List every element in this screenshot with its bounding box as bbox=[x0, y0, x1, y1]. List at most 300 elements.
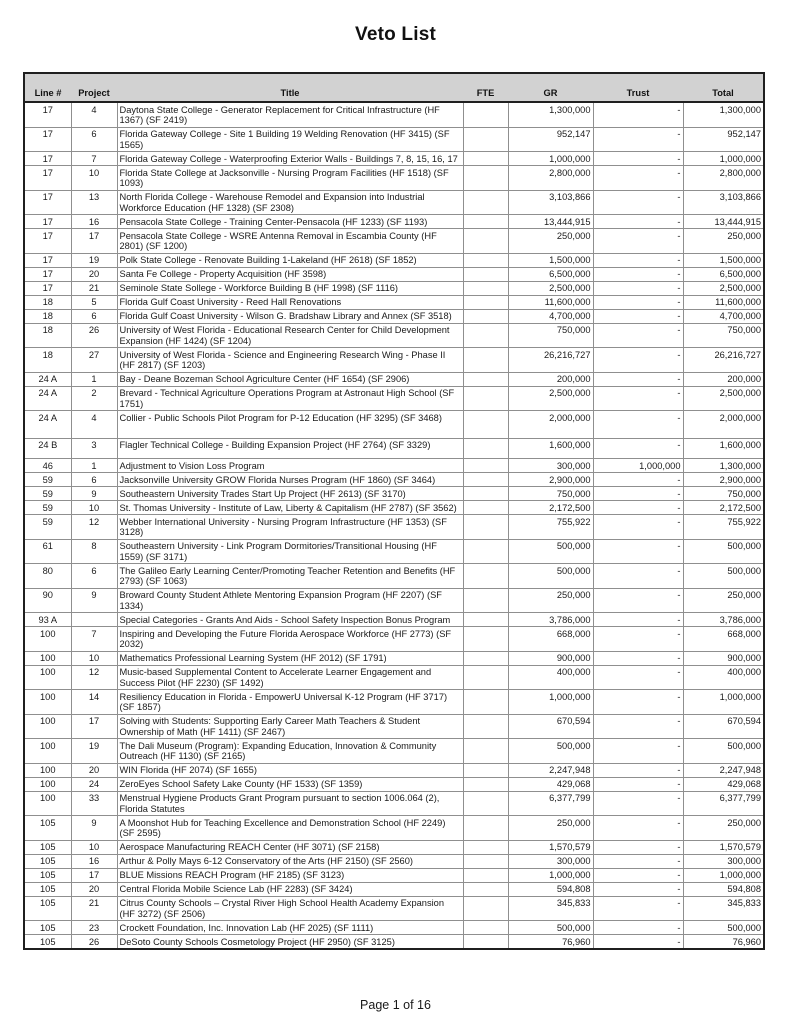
cell-fte bbox=[463, 190, 508, 215]
cell-line: 100 bbox=[24, 791, 71, 816]
cell-gr: 2,800,000 bbox=[508, 166, 593, 191]
cell-title: Florida Gateway College - Site 1 Building 19 Welding Renovation (HF 3415) (SF 1565) bbox=[117, 127, 463, 152]
cell-project: 8 bbox=[71, 539, 117, 564]
cell-title: Bay - Deane Bozeman School Agriculture Center (HF 1654) (SF 2906) bbox=[117, 372, 463, 386]
cell-project: 7 bbox=[71, 152, 117, 166]
cell-total: 668,000 bbox=[683, 627, 764, 652]
cell-total: 26,216,727 bbox=[683, 348, 764, 373]
cell-fte bbox=[463, 665, 508, 690]
table-row bbox=[24, 229, 764, 254]
cell-trust: - bbox=[593, 127, 683, 152]
cell-fte bbox=[463, 215, 508, 229]
cell-gr: 250,000 bbox=[508, 816, 593, 841]
table-row bbox=[24, 215, 764, 229]
cell-trust: - bbox=[593, 215, 683, 229]
cell-line: 24 B bbox=[24, 438, 71, 459]
cell-total: 2,800,000 bbox=[683, 166, 764, 191]
cell-fte bbox=[463, 564, 508, 589]
cell-line: 59 bbox=[24, 487, 71, 501]
table-row bbox=[24, 323, 764, 348]
cell-project: 6 bbox=[71, 127, 117, 152]
cell-trust: - bbox=[593, 840, 683, 854]
cell-gr: 952,147 bbox=[508, 127, 593, 152]
cell-line: 24 A bbox=[24, 411, 71, 439]
table-row bbox=[24, 791, 764, 816]
cell-trust: - bbox=[593, 777, 683, 791]
cell-title: Inspiring and Developing the Future Florida Aerospace Workforce (HF 2773) (SF 2032) bbox=[117, 627, 463, 652]
cell-fte bbox=[463, 323, 508, 348]
cell-fte bbox=[463, 816, 508, 841]
table-row bbox=[24, 921, 764, 935]
cell-fte bbox=[463, 501, 508, 515]
cell-trust: - bbox=[593, 935, 683, 950]
cell-fte bbox=[463, 459, 508, 473]
cell-fte bbox=[463, 438, 508, 459]
table-header bbox=[24, 73, 764, 102]
cell-total: 952,147 bbox=[683, 127, 764, 152]
table-row bbox=[24, 295, 764, 309]
cell-trust: - bbox=[593, 372, 683, 386]
cell-fte bbox=[463, 473, 508, 487]
column-header-total: Total bbox=[683, 73, 764, 102]
table-row bbox=[24, 473, 764, 487]
cell-fte bbox=[463, 253, 508, 267]
cell-trust: - bbox=[593, 896, 683, 921]
table-row bbox=[24, 281, 764, 295]
cell-fte bbox=[463, 921, 508, 935]
cell-total: 429,068 bbox=[683, 777, 764, 791]
cell-project: 5 bbox=[71, 295, 117, 309]
cell-line: 100 bbox=[24, 739, 71, 764]
cell-project: 17 bbox=[71, 868, 117, 882]
cell-total: 76,960 bbox=[683, 935, 764, 950]
cell-trust: - bbox=[593, 564, 683, 589]
cell-project: 20 bbox=[71, 882, 117, 896]
cell-line: 105 bbox=[24, 935, 71, 950]
cell-title: Florida Gateway College - Waterproofing Exterior Walls - Buildings 7, 8, 15, 16, 17 bbox=[117, 152, 463, 166]
cell-line: 59 bbox=[24, 501, 71, 515]
cell-total: 500,000 bbox=[683, 739, 764, 764]
table-row bbox=[24, 665, 764, 690]
cell-gr: 1,570,579 bbox=[508, 840, 593, 854]
cell-line: 18 bbox=[24, 348, 71, 373]
cell-gr: 3,103,866 bbox=[508, 190, 593, 215]
cell-gr: 2,500,000 bbox=[508, 386, 593, 411]
cell-total: 6,500,000 bbox=[683, 267, 764, 281]
cell-line: 18 bbox=[24, 323, 71, 348]
cell-gr: 500,000 bbox=[508, 539, 593, 564]
cell-gr: 26,216,727 bbox=[508, 348, 593, 373]
cell-fte bbox=[463, 651, 508, 665]
table-row bbox=[24, 882, 764, 896]
cell-fte bbox=[463, 763, 508, 777]
cell-total: 1,300,000 bbox=[683, 459, 764, 473]
cell-line: 46 bbox=[24, 459, 71, 473]
cell-total: 300,000 bbox=[683, 854, 764, 868]
cell-title: Music-based Supplemental Content to Accelerate Learner Engagement and Success Pilot (HF 2230) (SF 1492) bbox=[117, 665, 463, 690]
cell-title: University of West Florida - Science and Engineering Research Wing - Phase II (HF 2817) (SF 1203) bbox=[117, 348, 463, 373]
cell-project: 3 bbox=[71, 438, 117, 459]
table-row bbox=[24, 501, 764, 515]
cell-fte bbox=[463, 613, 508, 627]
cell-line: 17 bbox=[24, 102, 71, 127]
cell-title: Daytona State College - Generator Replacement for Critical Infrastructure (HF 1367) (SF 2419) bbox=[117, 102, 463, 127]
cell-total: 500,000 bbox=[683, 539, 764, 564]
cell-project: 10 bbox=[71, 651, 117, 665]
table-row bbox=[24, 588, 764, 613]
cell-project: 23 bbox=[71, 921, 117, 935]
cell-title: WIN Florida (HF 2074) (SF 1655) bbox=[117, 763, 463, 777]
cell-total: 3,103,866 bbox=[683, 190, 764, 215]
cell-fte bbox=[463, 777, 508, 791]
cell-gr: 2,247,948 bbox=[508, 763, 593, 777]
cell-trust: - bbox=[593, 882, 683, 896]
table-row bbox=[24, 515, 764, 540]
table-row bbox=[24, 166, 764, 191]
cell-line: 24 A bbox=[24, 372, 71, 386]
cell-title: Citrus County Schools – Crystal River High School Health Academy Expansion (HF 3272) (SF 2506) bbox=[117, 896, 463, 921]
cell-title: Crockett Foundation, Inc. Innovation Lab (HF 2025) (SF 1111) bbox=[117, 921, 463, 935]
cell-title: The Galileo Early Learning Center/Promoting Teacher Retention and Benefits (HF 2793) (SF 1063) bbox=[117, 564, 463, 589]
cell-total: 3,786,000 bbox=[683, 613, 764, 627]
cell-line: 18 bbox=[24, 295, 71, 309]
cell-title: Webber International University - Nursing Program Infrastructure (HF 1353) (SF 3128) bbox=[117, 515, 463, 540]
cell-line: 17 bbox=[24, 190, 71, 215]
column-header-project: Project bbox=[71, 73, 117, 102]
table-body bbox=[24, 102, 764, 949]
cell-trust: - bbox=[593, 295, 683, 309]
cell-trust: - bbox=[593, 267, 683, 281]
cell-line: 100 bbox=[24, 763, 71, 777]
cell-trust: - bbox=[593, 473, 683, 487]
cell-fte bbox=[463, 348, 508, 373]
cell-project: 16 bbox=[71, 215, 117, 229]
cell-project: 1 bbox=[71, 372, 117, 386]
cell-line: 59 bbox=[24, 515, 71, 540]
cell-project: 10 bbox=[71, 501, 117, 515]
cell-total: 400,000 bbox=[683, 665, 764, 690]
cell-project: 21 bbox=[71, 896, 117, 921]
table-row bbox=[24, 372, 764, 386]
page-title: Veto List bbox=[355, 24, 436, 45]
cell-title: Florida Gulf Coast University - Wilson G. Bradshaw Library and Annex (SF 3518) bbox=[117, 309, 463, 323]
cell-project: 12 bbox=[71, 665, 117, 690]
cell-line: 24 A bbox=[24, 386, 71, 411]
cell-trust: - bbox=[593, 309, 683, 323]
cell-title: Adjustment to Vision Loss Program bbox=[117, 459, 463, 473]
table-row bbox=[24, 459, 764, 473]
cell-line: 61 bbox=[24, 539, 71, 564]
cell-line: 105 bbox=[24, 896, 71, 921]
cell-project: 19 bbox=[71, 739, 117, 764]
table-row bbox=[24, 714, 764, 739]
cell-gr: 1,300,000 bbox=[508, 102, 593, 127]
cell-title: Jacksonville University GROW Florida Nurses Program (HF 1860) (SF 3464) bbox=[117, 473, 463, 487]
cell-fte bbox=[463, 627, 508, 652]
table-row bbox=[24, 627, 764, 652]
cell-project: 20 bbox=[71, 267, 117, 281]
cell-project: 27 bbox=[71, 348, 117, 373]
cell-fte bbox=[463, 854, 508, 868]
table-row bbox=[24, 152, 764, 166]
cell-trust: - bbox=[593, 348, 683, 373]
cell-total: 2,000,000 bbox=[683, 411, 764, 439]
cell-fte bbox=[463, 935, 508, 950]
cell-fte bbox=[463, 539, 508, 564]
cell-trust: - bbox=[593, 739, 683, 764]
column-header-trust: Trust bbox=[593, 73, 683, 102]
cell-total: 755,922 bbox=[683, 515, 764, 540]
cell-trust: - bbox=[593, 816, 683, 841]
cell-gr: 755,922 bbox=[508, 515, 593, 540]
table-row bbox=[24, 127, 764, 152]
cell-title: A Moonshot Hub for Teaching Excellence and Demonstration School (HF 2249) (SF 2595) bbox=[117, 816, 463, 841]
cell-fte bbox=[463, 166, 508, 191]
cell-line: 93 A bbox=[24, 613, 71, 627]
cell-project: 4 bbox=[71, 411, 117, 439]
veto-list-table bbox=[23, 72, 765, 950]
cell-title: Florida Gulf Coast University - Reed Hall Renovations bbox=[117, 295, 463, 309]
cell-gr: 1,600,000 bbox=[508, 438, 593, 459]
cell-trust: - bbox=[593, 411, 683, 439]
cell-line: 80 bbox=[24, 564, 71, 589]
cell-fte bbox=[463, 791, 508, 816]
cell-title: North Florida College - Warehouse Remodel and Expansion into Industrial Workforce Education (HF 1328) (SF 2308) bbox=[117, 190, 463, 215]
cell-project: 6 bbox=[71, 564, 117, 589]
cell-gr: 300,000 bbox=[508, 854, 593, 868]
cell-project: 21 bbox=[71, 281, 117, 295]
cell-gr: 2,500,000 bbox=[508, 281, 593, 295]
table-row bbox=[24, 309, 764, 323]
cell-project: 6 bbox=[71, 473, 117, 487]
cell-total: 1,500,000 bbox=[683, 253, 764, 267]
cell-trust: - bbox=[593, 868, 683, 882]
cell-fte bbox=[463, 267, 508, 281]
cell-project: 26 bbox=[71, 935, 117, 950]
cell-title: Southeastern University - Link Program Dormitories/Transitional Housing (HF 1559) (SF 3171) bbox=[117, 539, 463, 564]
cell-line: 17 bbox=[24, 152, 71, 166]
cell-project: 20 bbox=[71, 763, 117, 777]
cell-line: 17 bbox=[24, 229, 71, 254]
cell-gr: 500,000 bbox=[508, 564, 593, 589]
cell-gr: 668,000 bbox=[508, 627, 593, 652]
cell-total: 250,000 bbox=[683, 229, 764, 254]
cell-title: Menstrual Hygiene Products Grant Program pursuant to section 1006.064 (2), Florida Statutes bbox=[117, 791, 463, 816]
cell-line: 105 bbox=[24, 816, 71, 841]
cell-line: 100 bbox=[24, 651, 71, 665]
cell-gr: 400,000 bbox=[508, 665, 593, 690]
cell-title: DeSoto County Schools Cosmetology Project (HF 2950) (SF 3125) bbox=[117, 935, 463, 950]
cell-title: Southeastern University Trades Start Up Project (HF 2613) (SF 3170) bbox=[117, 487, 463, 501]
cell-total: 2,172,500 bbox=[683, 501, 764, 515]
page-footer: Page 1 of 16 bbox=[360, 998, 431, 1012]
cell-fte bbox=[463, 229, 508, 254]
cell-total: 2,247,948 bbox=[683, 763, 764, 777]
cell-gr: 500,000 bbox=[508, 739, 593, 764]
cell-trust: - bbox=[593, 627, 683, 652]
cell-trust: - bbox=[593, 501, 683, 515]
cell-line: 17 bbox=[24, 267, 71, 281]
cell-title: University of West Florida - Educational Research Center for Child Development Expansion (HF 1424) (SF 1204) bbox=[117, 323, 463, 348]
table-row bbox=[24, 386, 764, 411]
cell-total: 2,500,000 bbox=[683, 386, 764, 411]
cell-fte bbox=[463, 372, 508, 386]
cell-title: Pensacola State College - WSRE Antenna Removal in Escambia County (HF 2801) (SF 1200) bbox=[117, 229, 463, 254]
cell-fte bbox=[463, 281, 508, 295]
cell-trust: - bbox=[593, 438, 683, 459]
cell-project bbox=[71, 613, 117, 627]
cell-trust: - bbox=[593, 651, 683, 665]
table-row bbox=[24, 190, 764, 215]
cell-gr: 200,000 bbox=[508, 372, 593, 386]
cell-project: 10 bbox=[71, 166, 117, 191]
table-row bbox=[24, 539, 764, 564]
cell-title: ZeroEyes School Safety Lake County (HF 1533) (SF 1359) bbox=[117, 777, 463, 791]
cell-project: 2 bbox=[71, 386, 117, 411]
column-header-line: Line # bbox=[24, 73, 71, 102]
table-row bbox=[24, 816, 764, 841]
cell-fte bbox=[463, 690, 508, 715]
cell-trust: - bbox=[593, 854, 683, 868]
cell-gr: 750,000 bbox=[508, 323, 593, 348]
cell-trust: - bbox=[593, 190, 683, 215]
cell-line: 100 bbox=[24, 777, 71, 791]
cell-line: 17 bbox=[24, 127, 71, 152]
cell-project: 12 bbox=[71, 515, 117, 540]
cell-project: 10 bbox=[71, 840, 117, 854]
cell-total: 1,000,000 bbox=[683, 690, 764, 715]
cell-title: Aerospace Manufacturing REACH Center (HF 3071) (SF 2158) bbox=[117, 840, 463, 854]
cell-title: Florida State College at Jacksonville - Nursing Program Facilities (HF 1518) (SF 1093) bbox=[117, 166, 463, 191]
cell-total: 594,808 bbox=[683, 882, 764, 896]
table-row bbox=[24, 840, 764, 854]
cell-total: 1,600,000 bbox=[683, 438, 764, 459]
cell-gr: 6,500,000 bbox=[508, 267, 593, 281]
cell-title: Pensacola State College - Training Center-Pensacola (HF 1233) (SF 1193) bbox=[117, 215, 463, 229]
cell-total: 500,000 bbox=[683, 921, 764, 935]
cell-title: Arthur & Polly Mays 6-12 Conservatory of the Arts (HF 2150) (SF 2560) bbox=[117, 854, 463, 868]
cell-title: Special Categories - Grants And Aids - School Safety Inspection Bonus Program bbox=[117, 613, 463, 627]
cell-project: 26 bbox=[71, 323, 117, 348]
cell-total: 250,000 bbox=[683, 816, 764, 841]
cell-fte bbox=[463, 868, 508, 882]
cell-trust: - bbox=[593, 152, 683, 166]
cell-line: 105 bbox=[24, 854, 71, 868]
cell-trust: - bbox=[593, 487, 683, 501]
cell-gr: 345,833 bbox=[508, 896, 593, 921]
cell-line: 105 bbox=[24, 921, 71, 935]
cell-project: 16 bbox=[71, 854, 117, 868]
cell-fte bbox=[463, 309, 508, 323]
table-row bbox=[24, 438, 764, 459]
cell-line: 100 bbox=[24, 690, 71, 715]
cell-total: 500,000 bbox=[683, 564, 764, 589]
cell-project: 13 bbox=[71, 190, 117, 215]
cell-trust: - bbox=[593, 613, 683, 627]
cell-line: 100 bbox=[24, 714, 71, 739]
cell-total: 200,000 bbox=[683, 372, 764, 386]
table-row bbox=[24, 253, 764, 267]
cell-project: 24 bbox=[71, 777, 117, 791]
table-row bbox=[24, 935, 764, 950]
cell-gr: 1,500,000 bbox=[508, 253, 593, 267]
cell-fte bbox=[463, 882, 508, 896]
cell-total: 6,377,799 bbox=[683, 791, 764, 816]
cell-fte bbox=[463, 152, 508, 166]
cell-line: 105 bbox=[24, 840, 71, 854]
cell-project: 1 bbox=[71, 459, 117, 473]
cell-total: 2,500,000 bbox=[683, 281, 764, 295]
cell-trust: - bbox=[593, 588, 683, 613]
table-row bbox=[24, 267, 764, 281]
table-row bbox=[24, 651, 764, 665]
cell-gr: 500,000 bbox=[508, 921, 593, 935]
table-row bbox=[24, 348, 764, 373]
cell-trust: - bbox=[593, 539, 683, 564]
table-row bbox=[24, 613, 764, 627]
cell-fte bbox=[463, 487, 508, 501]
cell-fte bbox=[463, 411, 508, 439]
cell-gr: 900,000 bbox=[508, 651, 593, 665]
cell-project: 19 bbox=[71, 253, 117, 267]
table-row bbox=[24, 896, 764, 921]
cell-total: 13,444,915 bbox=[683, 215, 764, 229]
table-row bbox=[24, 564, 764, 589]
cell-total: 1,570,579 bbox=[683, 840, 764, 854]
cell-total: 1,300,000 bbox=[683, 102, 764, 127]
cell-trust: - bbox=[593, 253, 683, 267]
cell-title: Collier - Public Schools Pilot Program for P-12 Education (HF 3295) (SF 3468) bbox=[117, 411, 463, 439]
cell-project: 17 bbox=[71, 714, 117, 739]
table-row bbox=[24, 777, 764, 791]
cell-gr: 2,000,000 bbox=[508, 411, 593, 439]
cell-title: Flagler Technical College - Building Expansion Project (HF 2764) (SF 3329) bbox=[117, 438, 463, 459]
cell-title: Brevard - Technical Agriculture Operations Program at Astronaut High School (SF 1751) bbox=[117, 386, 463, 411]
cell-line: 17 bbox=[24, 253, 71, 267]
cell-line: 59 bbox=[24, 473, 71, 487]
table-row bbox=[24, 739, 764, 764]
column-header-gr: GR bbox=[508, 73, 593, 102]
cell-total: 900,000 bbox=[683, 651, 764, 665]
cell-title: Mathematics Professional Learning System (HF 2012) (SF 1791) bbox=[117, 651, 463, 665]
cell-gr: 250,000 bbox=[508, 229, 593, 254]
cell-total: 250,000 bbox=[683, 588, 764, 613]
cell-gr: 1,000,000 bbox=[508, 690, 593, 715]
cell-total: 750,000 bbox=[683, 323, 764, 348]
cell-project: 7 bbox=[71, 627, 117, 652]
cell-title: BLUE Missions REACH Program (HF 2185) (SF 3123) bbox=[117, 868, 463, 882]
cell-fte bbox=[463, 127, 508, 152]
cell-gr: 429,068 bbox=[508, 777, 593, 791]
cell-gr: 2,172,500 bbox=[508, 501, 593, 515]
cell-trust: - bbox=[593, 166, 683, 191]
cell-gr: 2,900,000 bbox=[508, 473, 593, 487]
cell-title: Broward County Student Athlete Mentoring Expansion Program (HF 2207) (SF 1334) bbox=[117, 588, 463, 613]
header-row bbox=[24, 73, 764, 102]
cell-trust: - bbox=[593, 323, 683, 348]
cell-gr: 13,444,915 bbox=[508, 215, 593, 229]
cell-line: 105 bbox=[24, 882, 71, 896]
table-row bbox=[24, 690, 764, 715]
cell-gr: 670,594 bbox=[508, 714, 593, 739]
cell-fte bbox=[463, 714, 508, 739]
cell-fte bbox=[463, 896, 508, 921]
cell-gr: 6,377,799 bbox=[508, 791, 593, 816]
cell-project: 9 bbox=[71, 588, 117, 613]
cell-total: 670,594 bbox=[683, 714, 764, 739]
cell-gr: 750,000 bbox=[508, 487, 593, 501]
cell-gr: 594,808 bbox=[508, 882, 593, 896]
